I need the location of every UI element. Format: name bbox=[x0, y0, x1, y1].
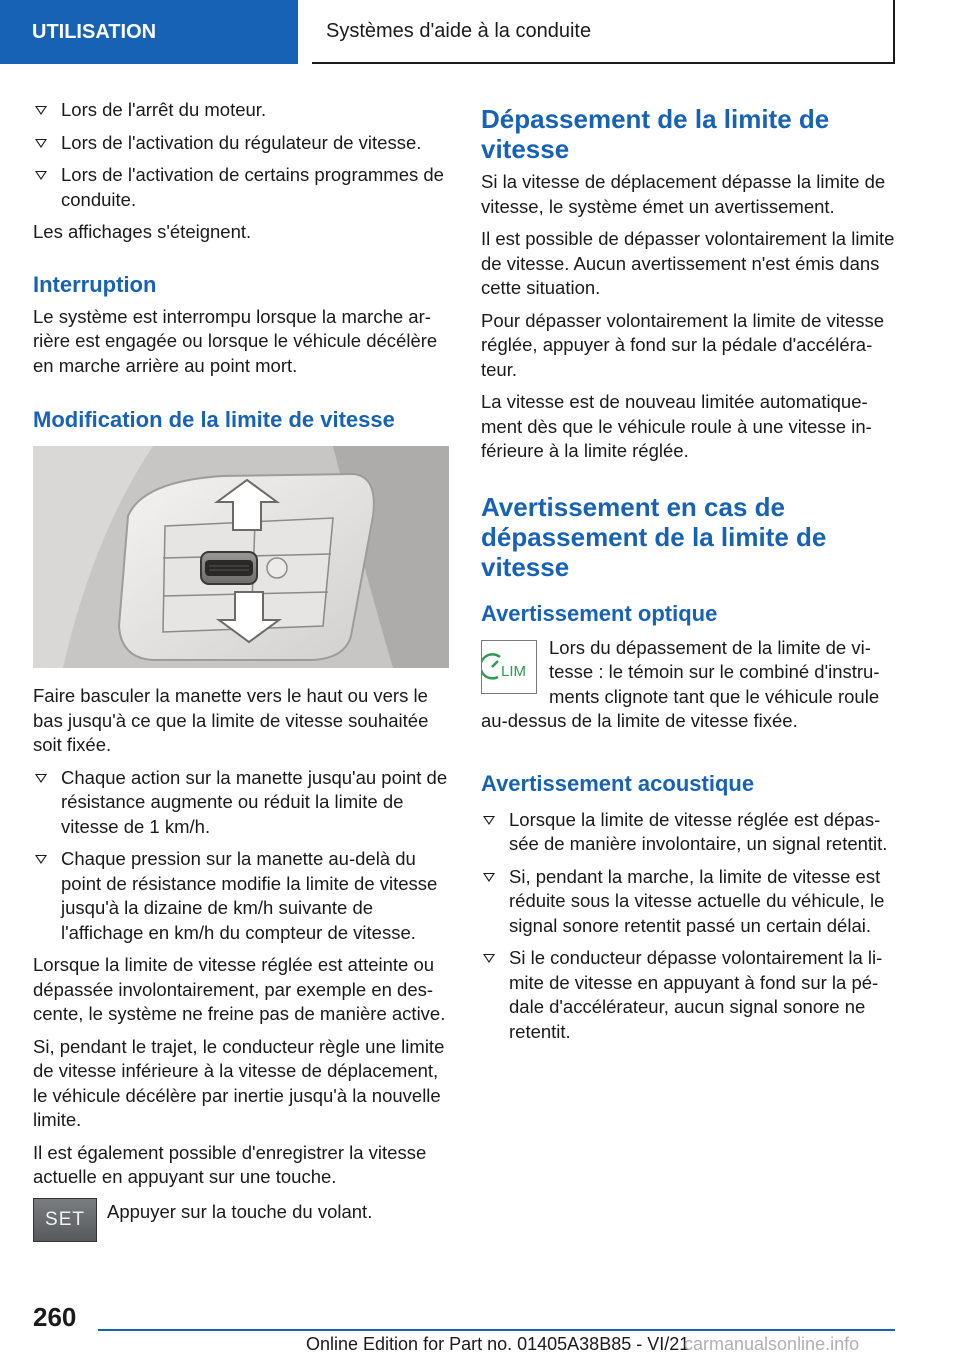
triangle-bullet-icon bbox=[35, 106, 47, 115]
acoustique-bullet-list bbox=[481, 808, 897, 1045]
list-item: Si, pendant la marche, la limite de vitesse est réduite sous la vitesse actuelle du véhicule, le signal sonore retentit passé un certain délai. bbox=[481, 865, 897, 939]
triangle-bullet-icon bbox=[483, 816, 495, 825]
page-header bbox=[0, 0, 960, 64]
heading-interruption: Interruption bbox=[33, 271, 157, 297]
left-column bbox=[33, 98, 449, 1246]
section-tab: UTILISATION bbox=[0, 0, 298, 64]
right-column bbox=[481, 104, 897, 1052]
depassement-p2: Il est possible de dépasser volontairement la limite de vitesse. Aucun avertissement n'est émis dans cette situation. bbox=[481, 228, 895, 298]
list-item: Lors de l'activation de certains programmes de conduite. bbox=[33, 163, 449, 212]
chapter-title: Systèmes d'aide à la conduite bbox=[312, 0, 895, 64]
modification-text-2: Lorsque la limite de vitesse réglée est atteinte ou dépassée involontairement, par exemple en descente, le système ne freine pas de manière active. bbox=[33, 954, 446, 1024]
steering-wheel-lever-image bbox=[33, 446, 449, 668]
modification-bullet-list bbox=[33, 766, 449, 946]
interruption-text: Le système est interrompu lorsque la marche arrière est engagée ou lorsque le véhicule décélère en marche arrière au point mort. bbox=[33, 305, 438, 376]
optique-text: Lors du dépassement de la limite de vitesse : le témoin sur le combiné d'instruments clignote tant que le véhicule roule au-dessus de la limite de vitesse fixée. bbox=[481, 636, 880, 731]
page-number: 260 bbox=[33, 1302, 77, 1332]
heading-depassement: Dépassement de la limite de vitesse bbox=[481, 104, 830, 164]
triangle-bullet-icon bbox=[35, 855, 47, 864]
triangle-bullet-icon bbox=[35, 139, 47, 148]
list-item: Chaque pression sur la manette au-delà du point de résistance modifie la limite de vitesse jusqu'à la dizaine de km/h suivante de l'affichage en km/h du compteur de vitesse. bbox=[33, 847, 449, 945]
list-item: Chaque action sur la manette jusqu'au point de résistance augmente ou réduit la limite de vitesse de 1 km/h. bbox=[33, 766, 449, 840]
edition-text: Online Edition for Part no. 01405A38B85 - VI/21 bbox=[306, 1334, 690, 1354]
list-item: Lors de l'arrêt du moteur. bbox=[33, 98, 449, 123]
set-button-icon: SET bbox=[33, 1198, 97, 1242]
list-item: Si le conducteur dépasse volontairement la limite de vitesse en appuyant à fond sur la pédale d'accélérateur, aucun signal sonore ne retentit. bbox=[481, 946, 897, 1044]
lim-icon-label: LIM bbox=[501, 662, 527, 680]
modification-text-3: Si, pendant le trajet, le conducteur règle une limite de vitesse inférieure à la vitesse de déplacement, le véhicule décélère par inertie jusqu'à la nouvelle limite. bbox=[33, 1035, 445, 1130]
list-item: Lors de l'activation du régulateur de vitesse. bbox=[33, 131, 449, 156]
modification-text-1: Faire basculer la manette vers le haut ou vers le bas jusqu'à ce que la limite de vitesse souhaitée soit fixée. bbox=[33, 685, 429, 755]
lim-indicator-icon bbox=[481, 640, 537, 694]
heading-modification: Modification de la limite de vitesse bbox=[33, 407, 395, 432]
heading-avertissement: Avertissement en cas de dépassement de la limite de vitesse bbox=[481, 491, 827, 582]
triangle-bullet-icon bbox=[35, 774, 47, 783]
set-button-text: Appuyer sur la touche du volant. bbox=[107, 1200, 373, 1222]
heading-avertissement-optique: Avertissement optique bbox=[481, 600, 718, 626]
heading-avertissement-acoustique: Avertissement acoustique bbox=[481, 770, 755, 796]
lim-warning-row bbox=[481, 636, 897, 742]
triangle-bullet-icon bbox=[483, 873, 495, 882]
watermark-text: carmanualsonline.info bbox=[684, 1334, 860, 1354]
depassement-p3: Pour dépasser volontairement la limite de vitesse réglée, appuyer à fond sur la pédale d'accélérateur. bbox=[481, 309, 885, 380]
list-item: Lorsque la limite de vitesse réglée est dépassée de manière involontaire, un signal retentit. bbox=[481, 808, 897, 857]
intro-text: Les affichages s'éteignent. bbox=[33, 221, 252, 242]
modification-text-4: Il est également possible d'enregistrer la vitesse actuelle en appuyant sur une touche. bbox=[33, 1141, 427, 1187]
triangle-bullet-icon bbox=[35, 171, 47, 180]
depassement-p4: La vitesse est de nouveau limitée automatiquement dès que le véhicule roule à une vitesse inférieure à la limite réglée. bbox=[481, 391, 872, 461]
steering-wheel-illustration bbox=[33, 446, 449, 668]
intro-bullet-list bbox=[33, 98, 449, 212]
set-button-row bbox=[33, 1198, 449, 1246]
footer-divider bbox=[98, 1329, 895, 1331]
depassement-p1: Si la vitesse de déplacement dépasse la limite de vitesse, le système émet un avertissement. bbox=[481, 171, 886, 217]
triangle-bullet-icon bbox=[483, 954, 495, 963]
